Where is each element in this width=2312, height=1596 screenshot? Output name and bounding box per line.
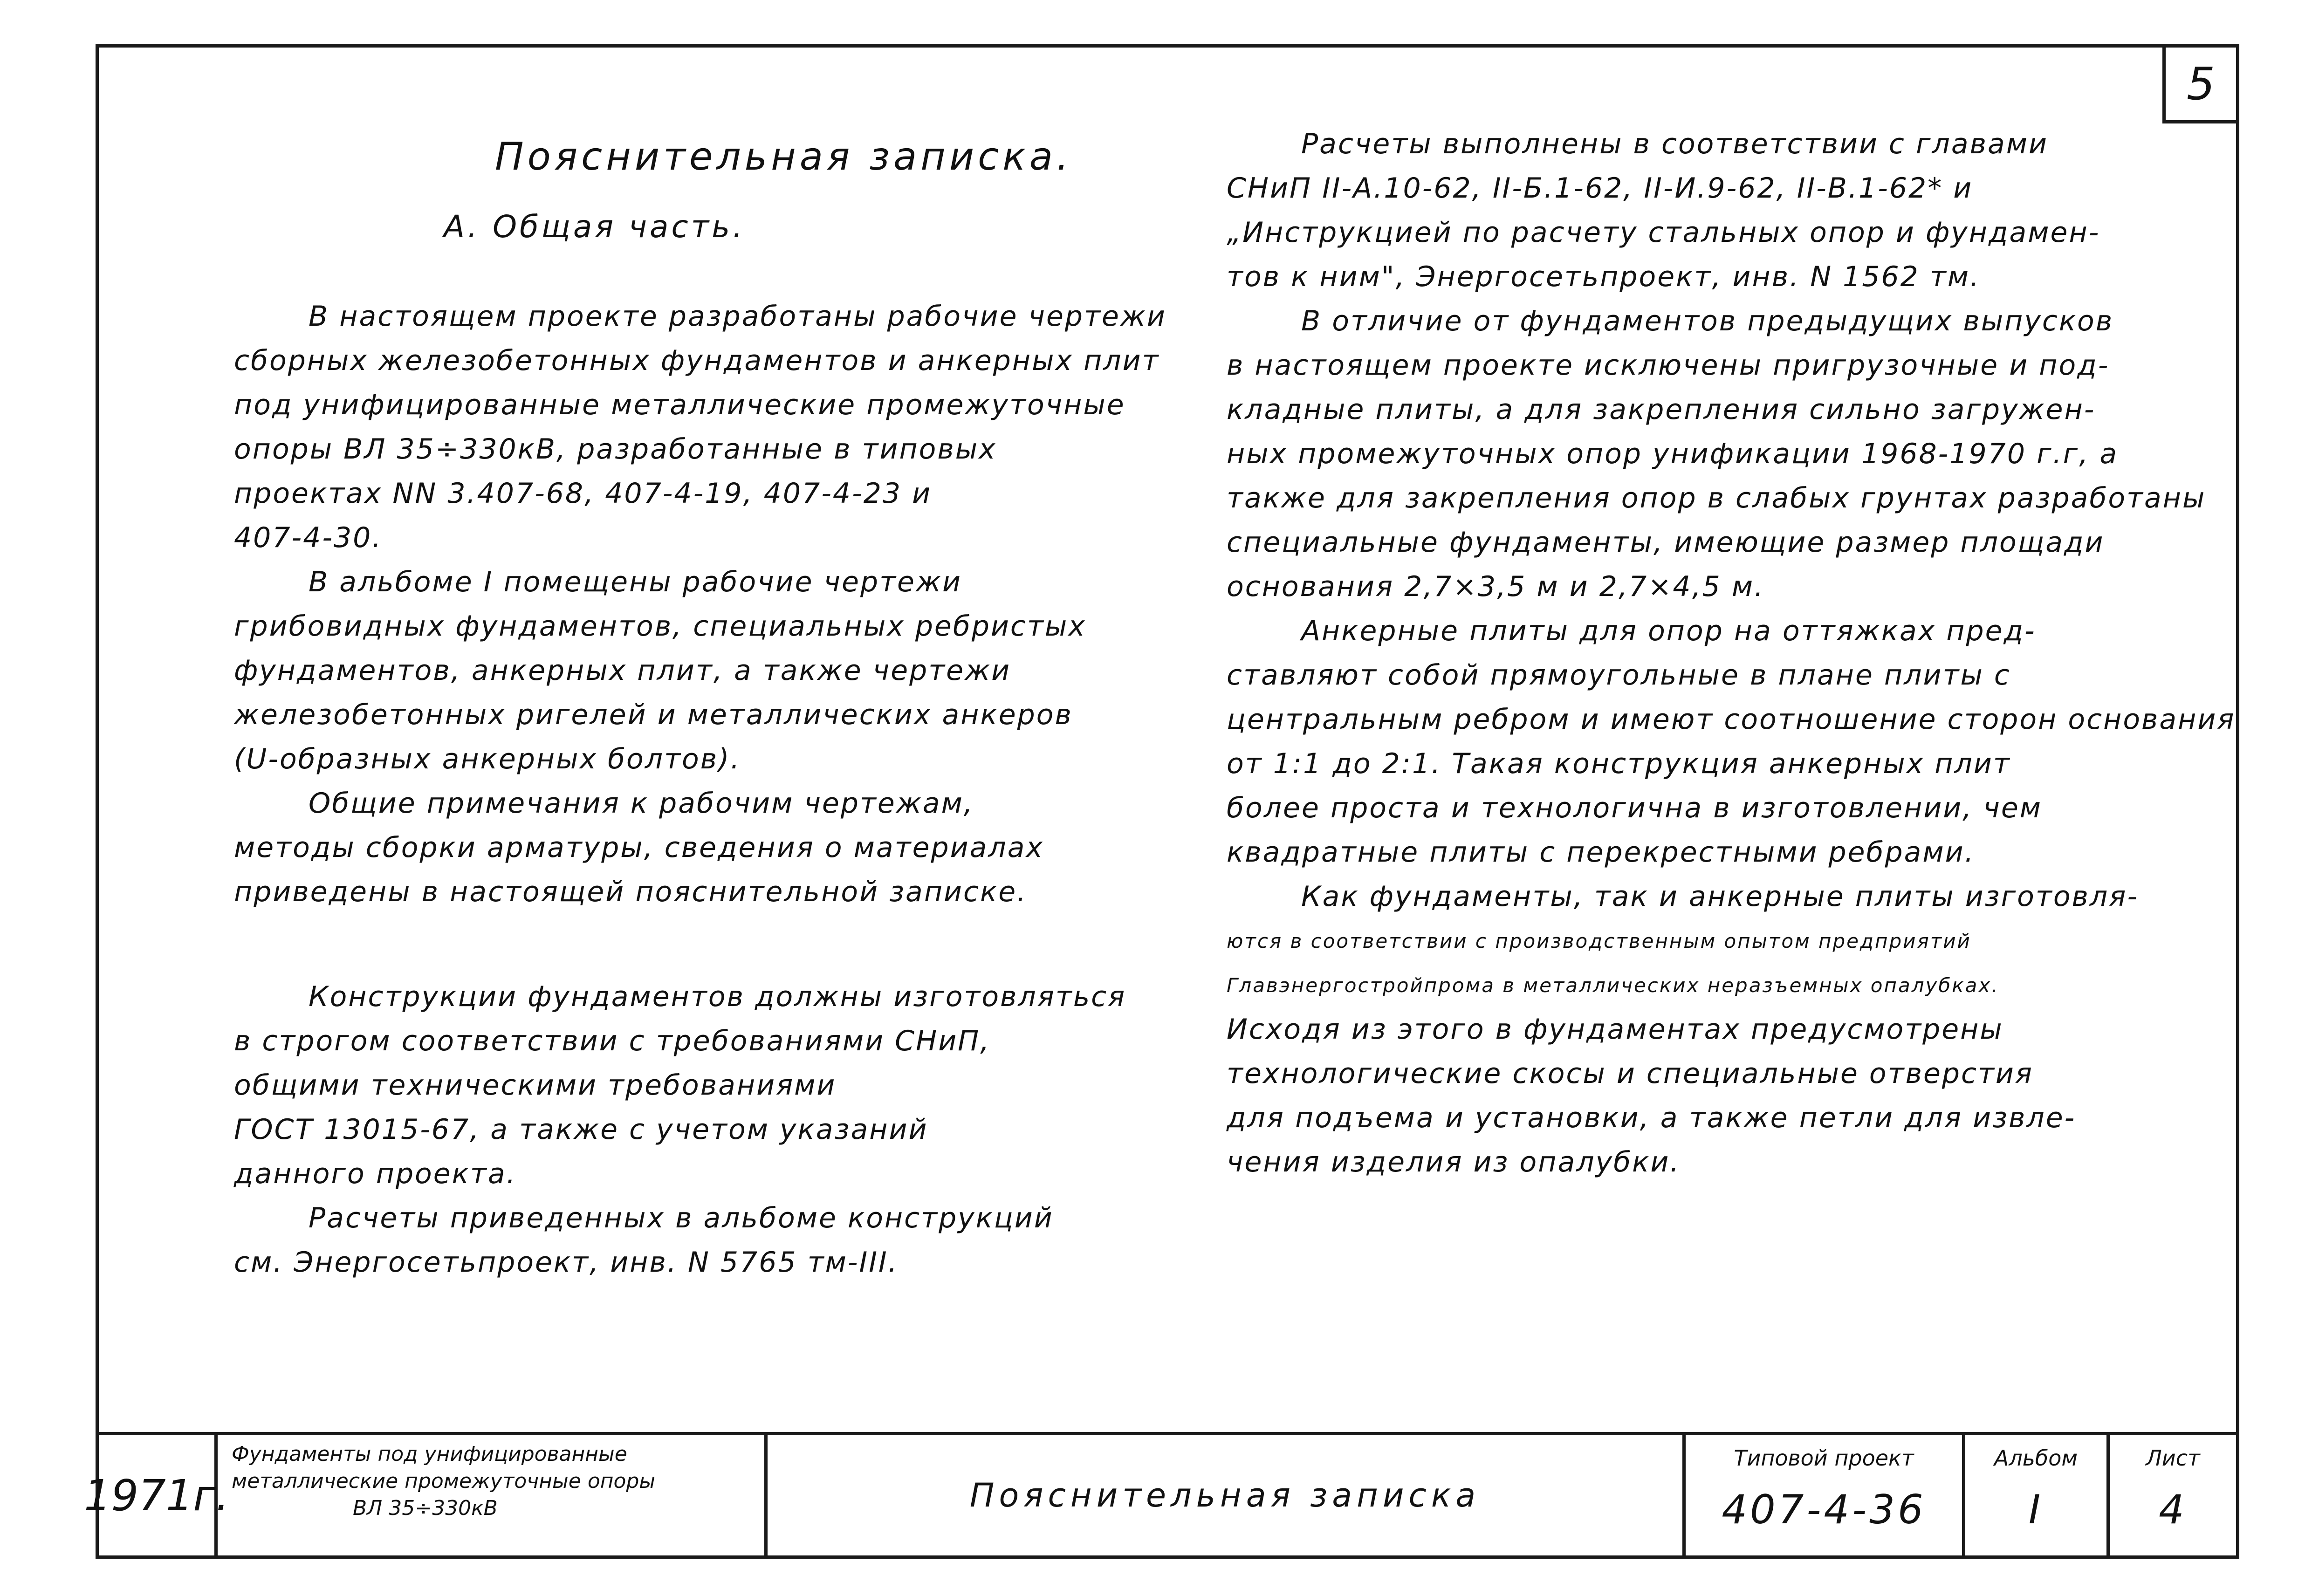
text-line: тов к ним", Энергосетьпроект, инв. N 1562 тм. — [1227, 260, 1981, 293]
album-label: Альбом — [1994, 1445, 2078, 1471]
right-column — [1227, 122, 2236, 1185]
description-line: Фундаменты под унифицированные — [232, 1442, 627, 1466]
text-line: под унифицированные металлические промежуточные — [234, 389, 1125, 421]
title-block-sheet — [2110, 1435, 2236, 1555]
text-line: от 1:1 до 2:1. Такая конструкция анкерных плит — [1227, 747, 2011, 780]
text-line: ГОСТ 13015-67, а также с учетом указаний — [234, 1113, 928, 1146]
text-line: специальные фундаменты, имеющие размер площади — [1227, 526, 2105, 559]
title-block-title: Пояснительная записка — [768, 1435, 1686, 1555]
title-block — [84, 1432, 2236, 1555]
text-line: в строгом соответствии с требованиями СНиП, — [234, 1025, 991, 1057]
title-block-year: 1971г. — [99, 1435, 218, 1555]
text-line: грибовидных фундаментов, специальных ребристых — [234, 610, 1086, 643]
text-line: кладные плиты, а для закрепления сильно загружен- — [1227, 393, 2096, 426]
title-block-project — [1686, 1435, 1965, 1555]
text-line: более проста и технологична в изготовлении, чем — [1227, 792, 2043, 824]
project-label: Типовой проект — [1734, 1445, 1914, 1471]
text-line: приведены в настоящей пояснительной записке. — [234, 876, 1028, 908]
text-line: проектах NN 3.407-68, 407-4-19, 407-4-23 и — [234, 477, 932, 510]
text-line: „Инструкцией по расчету стальных опор и фундамен- — [1227, 216, 2100, 249]
project-value: 407-4-36 — [1722, 1486, 1926, 1533]
album-value: I — [2028, 1486, 2044, 1533]
text-line: квадратные плиты с перекрестными ребрами. — [1227, 836, 1975, 869]
text-line: в настоящем проекте исключены пригрузочные и под- — [1227, 349, 2110, 382]
text-line: ных промежуточных опор унификации 1968-1970 г.г, а — [1227, 438, 2119, 470]
drawing-sheet-frame — [84, 44, 2239, 1559]
text-line: опоры ВЛ 35÷330кВ, разработанные в типовых — [234, 433, 997, 466]
text-line: сборных железобетонных фундаментов и анкерных плит — [234, 344, 1160, 377]
text-line: В отличие от фундаментов предыдущих выпусков — [1301, 305, 2114, 337]
text-line: ставляют собой прямоугольные в плане плиты с — [1227, 659, 2011, 692]
text-line: Главэнергостройпрома в металлических неразъемных опалубках. — [1227, 974, 1999, 997]
text-line: см. Энергосетьпроект, инв. N 5765 тм-III. — [234, 1246, 899, 1279]
text-line: Анкерные плиты для опор на оттяжках пред- — [1301, 615, 2036, 647]
document-heading: Пояснительная записка. — [495, 135, 1073, 179]
text-line: центральным ребром и имеют соотношение сторон основания — [1227, 703, 2236, 736]
left-column — [234, 122, 1189, 1285]
text-line: фундаментов, анкерных плит, а также чертежи — [234, 654, 1011, 687]
text-line: методы сборки арматуры, сведения о материалах — [234, 831, 1044, 864]
text-line: Как фундаменты, так и анкерные плиты изготовля- — [1301, 880, 2139, 913]
text-line: технологические скосы и специальные отверстия — [1227, 1057, 2033, 1090]
sheet-value: 4 — [2159, 1486, 2187, 1533]
text-line: данного проекта. — [234, 1158, 517, 1190]
text-line: для подъема и установки, а также петли для извле- — [1227, 1102, 2076, 1134]
title-block-album — [1965, 1435, 2110, 1555]
description-line: металлические промежуточные опоры — [232, 1469, 656, 1493]
description-line: ВЛ 35÷330кВ — [353, 1496, 498, 1520]
text-line: (U-образных анкерных болтов). — [234, 743, 741, 775]
text-line: В альбоме I помещены рабочие чертежи — [309, 566, 962, 598]
text-line: Расчеты приведенных в альбоме конструкций — [309, 1202, 1054, 1234]
sheet-label: Лист — [2146, 1445, 2200, 1471]
page-number: 5 — [2162, 44, 2239, 123]
text-line: 407-4-30. — [234, 521, 383, 554]
text-line: Общие примечания к рабочим чертежам, — [309, 787, 974, 820]
text-line: В настоящем проекте разработаны рабочие чертежи — [309, 300, 1166, 333]
text-line: чения изделия из опалубки. — [1227, 1146, 1681, 1178]
text-line: железобетонных ригелей и металлических анкеров — [234, 699, 1073, 731]
text-line: СНиП II-А.10-62, II-Б.1-62, II-И.9-62, II-В.1-62* и — [1227, 172, 1973, 205]
section-heading: А. Общая часть. — [444, 209, 746, 245]
text-line: Расчеты выполнены в соответствии с главами — [1301, 128, 2049, 160]
text-line: основания 2,7×3,5 м и 2,7×4,5 м. — [1227, 570, 1765, 603]
text-line: Конструкции фундаментов должны изготовляться — [309, 980, 1126, 1013]
text-line: Исходя из этого в фундаментах предусмотрены — [1227, 1013, 2003, 1046]
text-line: также для закрепления опор в слабых грунтах разработаны — [1227, 482, 2206, 514]
text-line: общими техническими требованиями — [234, 1069, 837, 1102]
title-block-description — [218, 1435, 768, 1555]
text-line: ются в соответствии с производственным опытом предприятий — [1227, 930, 1971, 952]
